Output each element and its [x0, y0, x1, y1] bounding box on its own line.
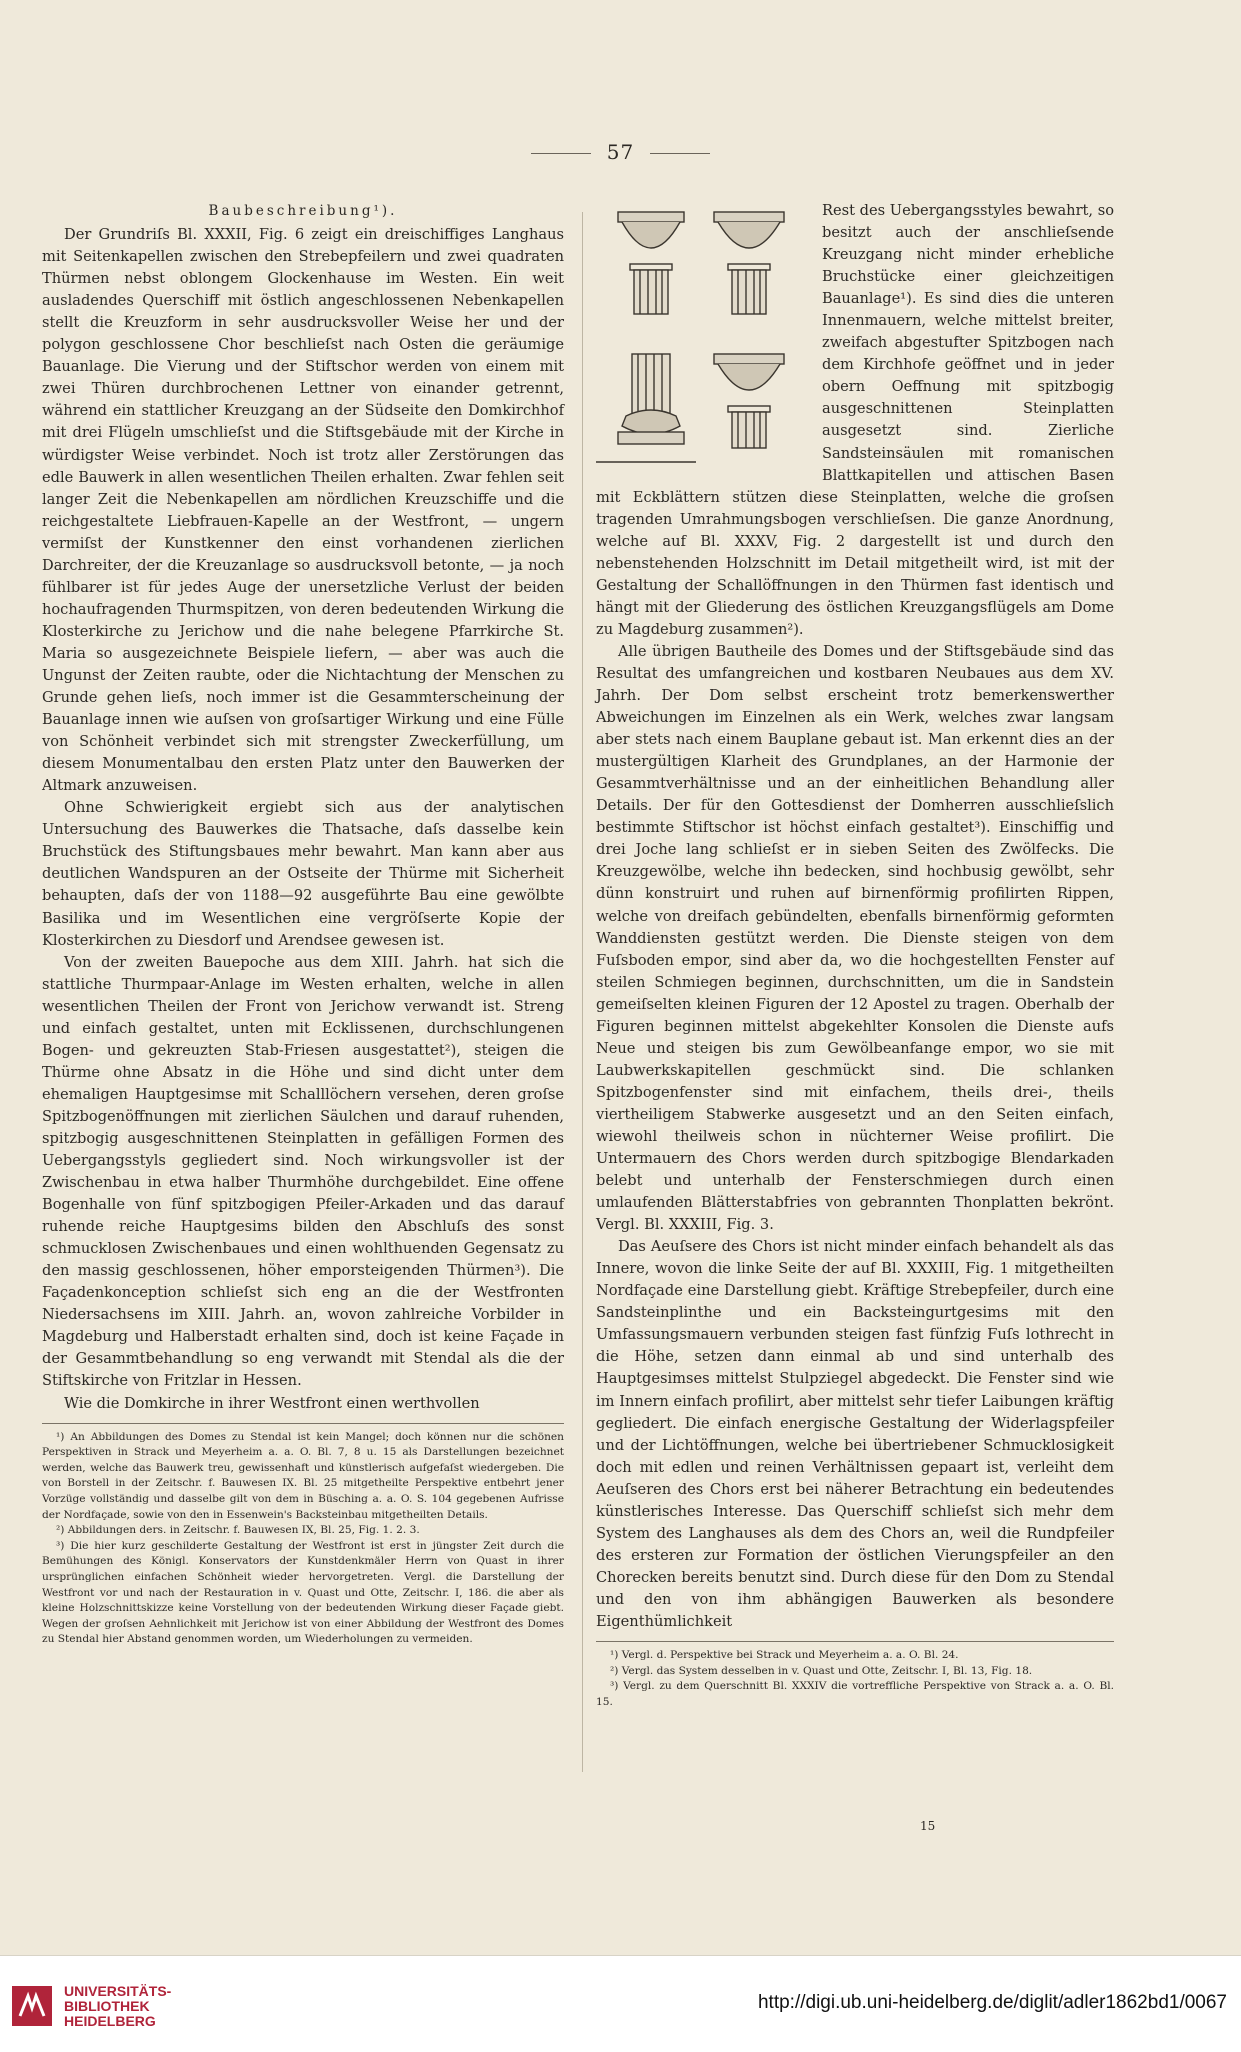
page-number: 57	[0, 140, 1241, 164]
signature-mark: 15	[920, 1819, 936, 1833]
footnote: ¹) Vergl. d. Perspektive bei Strack und Meyerheim a. a. O. Bl. 24.	[610, 1649, 959, 1662]
paragraph: Von der zweiten Bauepoche aus dem XIII. Jahrh. hat sich die stattliche Thurmpaar-Anlage im Westen erhalten, welche in allen wesentlichen Theilen der Front von Jerichow verwandt ist. Streng und einfach gestaltet, unten mit Ecklissenen, durchschlungenen Bogen- und gekreuzten Stab-Friesen ausgestattet²), steigen die Thürme ohne Absatz in die Höhe und sind dicht unter dem ehemaligen Hauptgesimse mit Schalllöchern versehen, deren groſse Spitzbogenöffnungen mit zierlichen Säulchen und darauf ruhenden, spitzbogig ausgeschnittenen Steinplatten in gefälligen Formen des Uebergangsstyls gegliedert sind. Noch wirkungsvoller ist der Zwischenbau in etwa halber Thurmhöhe durchgebildet. Eine offene Bogenhalle von fünf spitzbogigen Pfeiler-Arkaden und das darauf ruhende reiche Hauptgesims bilden den Abschluſs des sonst schmucklosen Zwischenbaues und einen wohlthuenden Gegensatz zu den massig geschlossenen, höher emporsteigenden Thürmen³). Die Façadenkonception schlieſst sich eng an die der Westfronten Niedersachsens im XIII. Jahrh. an, wovon zahlreiche Vorbilder in Magdeburg und Halberstadt erhalten sind, doch ist keine Façade in der Gesammtbehandlung so eng verwandt mit Stendal als die der Stiftskirche von Fritzlar in Hessen.	[42, 953, 564, 1390]
paragraph: Wie die Domkirche in ihrer Westfront einen werthvollen	[64, 1394, 480, 1412]
footnote: ¹) An Abbildungen des Domes zu Stendal ist kein Mangel; doch können nur die schönen Perspektiven in Strack und Meyerheim a. a. O. Bl. 7, 8 u. 15 als Darstellungen bezeichnet werden, welche das Bauwerk treu, gewissenhaft und künstlerisch aufgefaſst wiedergeben. Die von Borstell in der Zeitschr. f. Bauwesen IX. Bl. 25 mitgetheilte Perspektive entbehrt jener Vorzüge vollständig und dasselbe gilt von dem in Büsching a. a. O. S. 104 gegebenen Aufrisse der Nordfaçade, sowie von den in Essenwein's Backsteinbau mitgetheilten Details.	[42, 1430, 564, 1521]
column-capitals-woodcut	[596, 204, 808, 474]
footnote: ³) Die hier kurz geschilderte Gestaltung der Westfront ist erst in jüngster Zeit durch die Bemühungen des Königl. Konservators der Kunstdenkmäler Herrn von Quast in ihrer ursprünglichen einfachen Schönheit wieder hervorgetreten. Vergl. die Darstellung der Westfront vor und nach der Restauration in v. Quast und Otte, Zeitschr. I, 186. die aber als kleine Holzschnittskizze keine Vorstellung von der bedeutenden Wirkung dieser Façade giebt. Wegen der groſsen Aehnlichkeit mit Jerichow ist von einer Abbildung der Westfront des Domes zu Stendal hier Abstand genommen worden, um Wiederholungen zu vermeiden.	[42, 1539, 564, 1646]
left-column	[42, 200, 564, 1648]
paragraph: Das Aeuſsere des Chors ist nicht minder einfach behandelt als das Innere, wovon die linke Seite der auf Bl. XXXIII, Fig. 1 mitgetheilten Nordfaçade eine Darstellung giebt. Kräftige Strebepfeiler, durch eine Sandsteinplinthe und ein Backsteingurtgesims mit den Umfassungsmauern verbunden steigen fast fünfzig Fuſs lothrecht in die Höhe, setzen dann einmal ab und sind unterhalb des Hauptgesimses mittelst Stulpziegel abgedeckt. Die Fenster sind wie im Innern einfach profilirt, aber mittelst sehr tiefer Laibungen kräftig gegliedert. Die einfach energische Gestaltung der Widerlagspfeiler und der Lichtöffnungen, welche bei übertriebener Schmucklosigkeit doch mit edlen und reinen Verhältnissen gepaart ist, verleiht dem Aeuſseren des Chors erst bei näherer Betrachtung ein bedeutendes künstlerisches Interesse. Das Querschiff schlieſst sich mehr dem System des Langhauses als dem des Chors an, weil die Rundpfeiler des ersteren zur Formation der östlichen Vierungspfeiler an den Chorecken bereits benutzt sind. Durch diese für den Dom zu Stendal und den von ihm abhängigen Bauwerken als besondere Eigenthümlichkeit	[596, 1238, 1114, 1630]
university-library-logo-icon	[12, 1986, 52, 2026]
paragraph	[596, 200, 1114, 641]
source-url-link[interactable]: http://digi.ub.uni-heidelberg.de/diglit/adler1862bd1/0067	[757, 1992, 1227, 2013]
library-footer	[0, 1955, 1241, 2052]
column-divider	[582, 212, 583, 1772]
right-column	[596, 200, 1114, 1710]
footnotes-right	[596, 1648, 1114, 1710]
institution-name: UNIVERSITÄTS- BIBLIOTHEK HEIDELBERG	[64, 1983, 172, 2029]
paragraph: Alle übrigen Bautheile des Domes und der Stiftsgebäude sind das Resultat des umfangreichen und kostbaren Neubaues aus dem XV. Jahrh. Der Dom selbst erscheint trotz bemerkenswerther Abweichungen im Einzelnen als ein Werk, welches zwar langsam aber stets nach einem Bauplane gebaut ist. Man erkennt dies an der mustergültigen Klarheit des Grundplanes, an der Harmonie der Gesammtverhältnisse und an der einheitlichen Behandlung aller Details. Der für den Gottesdienst der Domherren ausschlieſslich bestimmte Stiftschor ist höchst einfach gestaltet³). Einschiffig und drei Joche lang schlieſst er in sieben Seiten des Zwölfecks. Die Kreuzgewölbe, welche ihn bedecken, sind hochbusig gewölbt, sehr dünn konstruirt und ruhen auf birnenförmig profilirten Rippen, welche von dreifach gebündelten, ebenfalls birnenförmig geformten Wanddiensten gestützt werden. Die Dienste steigen von dem Fuſsboden empor, sind aber da, wo die hochgestellten Fenster auf steilen Schmiegen beginnen, durchschnitten, um die in Sandstein gemeiſselten kleinen Figuren der 12 Apostel zu tragen. Oberhalb der Figuren beginnen mittelst abgekehlter Konsolen die Dienste aufs Neue und steigen bis zum Gewölbeanfange empor, wo sie mit Laubwerkskapitellen geschmückt sind. Die schlanken Spitzbogenfenster sind mit einfachem, theils drei-, theils viertheiligem Stabwerke ausgesetzt und an den Seiten einfach, wiewohl theilweis schon in nüchterner Weise profilirt. Die Untermauern des Chors werden durch spitzbogige Blendarkaden belebt und unterhalb der Fensterschmiegen durch einen umlaufenden Blätterstabfries von gebrannten Thonplatten bekrönt. Vergl. Bl. XXXIII, Fig. 3.	[596, 642, 1114, 1234]
paragraph: Der Grundriſs Bl. XXXII, Fig. 6 zeigt ein dreischiffiges Langhaus mit Seitenkapellen zwischen den Strebepfeilern und zwei quadraten Thürmen nebst oblongem Glockenhause im Westen. Ein weit ausladendes Querschiff mit östlich angeschlossenen Nebenkapellen stellt die Kreuzform in sehr ausdrucksvoller Weise her und der polygon geschlossene Chor beschlieſst nach Osten die geräumige Bauanlage. Die Vierung und der Stiftschor werden von einem mit zwei Thüren durchbrochenen Lettner von einander getrennt, während ein stattlicher Kreuzgang an der Südseite den Domkirchhof mit drei Flügeln umschlieſst und die Stiftsgebäude mit der Kirche in würdigster Weise verbindet. Noch ist trotz aller Zerstörungen das edle Bauwerk in allen wesentlichen Theilen erhalten. Zwar fehlen seit langer Zeit die Nebenkapellen am nördlichen Kreuzschiffe und die reichgestaltete Liebfrauen-Kapelle an der Westfront, — ungern vermiſst der Kunstkenner den einst vorhandenen zierlichen Darchreiter, der die Kreuzanlage so ausdrucksvoll betonte, — ja noch fühlbarer ist für jedes Auge der unersetzliche Verlust der beiden hochaufragenden Thurmspitzen, von deren bedeutenden Wirkung die Klosterkirche zu Jerichow und die nahe belegene Pfarrkirche St. Maria so ausgezeichnete Beispiele liefern, — aber was auch die Ungunst der Zeiten raubte, oder die Nichtachtung der Menschen zu Grunde gehen lieſs, noch immer ist die Gesammterscheinung der Bauanlage innen wie auſsen von groſsartiger Wirkung und eine Fülle von Schönheit verbindet sich mit strengster Zweckerfüllung, um diesem Monumentalbau den ersten Platz unter den Bauwerken der Altmark anzuweisen.	[42, 226, 564, 795]
footnote: ²) Vergl. das System desselben in v. Quast und Otte, Zeitschr. I, Bl. 13, Fig. 18.	[610, 1664, 1033, 1677]
footnote: ³) Vergl. zu dem Querschnitt Bl. XXXIV die vortreffliche Perspektive von Strack a. a. O. Bl. 15.	[596, 1680, 1114, 1708]
footnotes-left	[42, 1430, 564, 1648]
paragraph-text: Rest des Uebergangsstyles bewahrt, so besitzt auch der anschlieſsende Kreuzgang nicht minder erhebliche Bruchstücke einer gleichzeitigen Bauanlage¹). Es sind dies die unteren Innenmauern, welche mittelst breiter, zweifach abgestufter Spitzbogen nach dem Kirchhofe geöffnet und in jeder obern Oeffnung mit spitzbogig ausgeschnittenen Steinplatten ausgesetzt sind. Zierliche Sandsteinsäulen mit romanischen Blattkapitellen und attischen Basen mit Eckblättern stützen diese Steinplatten, welche die groſsen tragenden Umrahmungsbogen verschlieſsen. Die ganze Anordnung, welche auf Bl. XXXV, Fig. 2 dargestellt ist und durch den nebenstehenden Holzschnitt im Detail mitgetheilt wird, ist mit der Gestaltung der Schallöffnungen in den Thürmen fast identisch und hängt mit der Gliederung des östlichen Kreuzgangsflügels am Dome zu Magdeburg zusammen²).	[596, 202, 1114, 638]
footnote-rule	[42, 1423, 564, 1424]
footnote: ²) Abbildungen ders. in Zeitschr. f. Bauwesen IX, Bl. 25, Fig. 1. 2. 3.	[56, 1524, 420, 1537]
paragraph: Ohne Schwierigkeit ergiebt sich aus der analytischen Untersuchung des Bauwerkes die Thatsache, daſs dasselbe kein Bruchstück des Stiftungsbaues mehr bewahrt. Man kann aber aus deutlichen Wandspuren an der Ostseite der Thürme mit Sicherheit behaupten, daſs der von 1188—92 ausgeführte Bau eine gewölbte Basilika und im Wesentlichen eine vergröſserte Kopie der Klosterkirchen zu Diesdorf und Arendsee gewesen ist.	[42, 799, 564, 949]
footnote-rule	[596, 1641, 1114, 1642]
section-heading: Baubeschreibung¹).	[208, 203, 398, 219]
capitals-illustration	[596, 204, 808, 474]
